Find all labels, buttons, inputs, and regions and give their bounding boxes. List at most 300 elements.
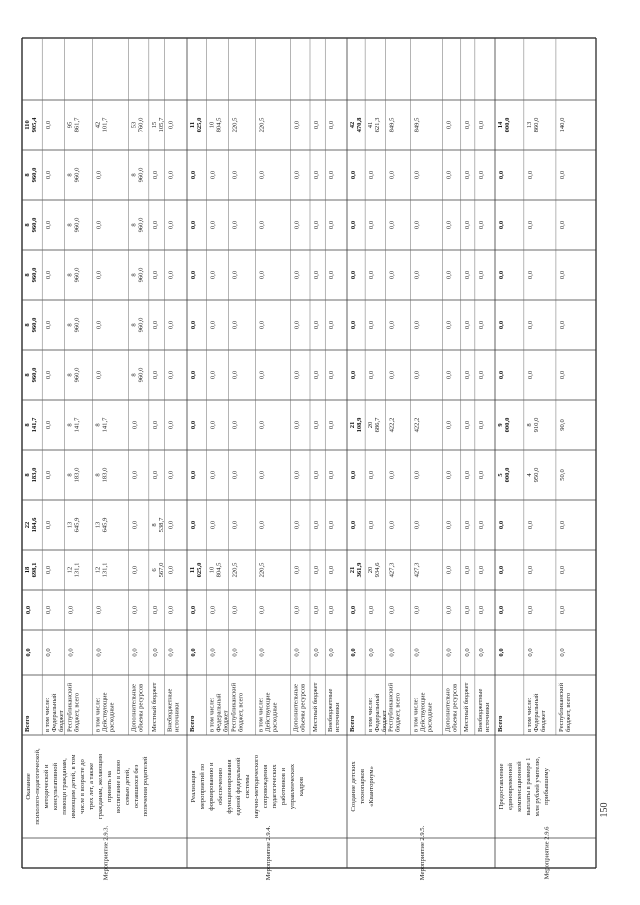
value-cell: 0,0 <box>131 470 139 480</box>
value-cell: 0,0 <box>190 320 197 330</box>
value-cell: 804,5 <box>215 562 223 578</box>
source-label: Дополнительные <box>292 684 300 732</box>
value-cell: 101,7 <box>101 117 109 133</box>
value-cell: 0,0 <box>151 420 159 430</box>
value-cell: 0,0 <box>95 370 103 380</box>
value-cell: 0,0 <box>413 320 421 330</box>
value-cell: 8 <box>66 223 74 227</box>
event-description: компенсационной <box>516 761 523 812</box>
value-cell: 0,0 <box>463 420 471 430</box>
value-cell: 804,5 <box>215 117 223 133</box>
value-cell: 0,0 <box>498 605 505 615</box>
value-cell: 0,0 <box>151 370 159 380</box>
value-cell: 960,0 <box>137 267 145 283</box>
value-cell: 0,0 <box>368 320 376 330</box>
value-cell: 13 <box>66 521 74 529</box>
event-description: методической и <box>43 764 50 809</box>
event-description: сопровождения <box>262 764 269 809</box>
value-cell: 0,0 <box>498 270 505 280</box>
source-label: Всего <box>189 715 196 732</box>
value-cell: 0,0 <box>413 170 421 180</box>
value-cell: 0,0 <box>293 520 301 530</box>
event-description: «Кванториум» <box>368 766 375 807</box>
value-cell: 0,0 <box>95 605 103 615</box>
value-cell: 53 <box>130 121 138 129</box>
value-cell: 0,0 <box>190 420 197 430</box>
source-label: расходные <box>271 702 279 732</box>
value-cell: 0,0 <box>413 470 421 480</box>
value-cell: 0,0 <box>445 565 453 575</box>
value-cell: 0,0 <box>312 120 320 130</box>
value-cell: 0,0 <box>167 270 175 280</box>
value-cell: 0,0 <box>388 648 396 657</box>
value-cell: 13 <box>525 121 533 129</box>
event-description: научно-методического <box>253 755 260 818</box>
source-label: в том числе: <box>94 697 102 732</box>
value-cell: 0,0 <box>209 648 217 657</box>
value-cell: 0,0 <box>167 120 175 130</box>
value-cell: 0,0 <box>209 420 217 430</box>
value-cell: 18 <box>24 566 31 574</box>
value-cell: 0,0 <box>445 370 453 380</box>
value-cell: 0,0 <box>45 605 53 615</box>
event-description: числе в возрасте до <box>79 759 86 814</box>
value-cell: 0,0 <box>293 270 301 280</box>
value-cell: 0,0 <box>231 648 239 657</box>
value-cell: 645,9 <box>101 517 109 533</box>
value-cell: 0,0 <box>312 605 320 615</box>
value-cell: 0,0 <box>558 270 566 280</box>
value-cell: 0,0 <box>190 270 197 280</box>
source-label: бюджет, всего <box>237 692 245 732</box>
value-cell: 960,0 <box>137 367 145 383</box>
value-cell: 220,5 <box>258 562 266 578</box>
value-cell: 8 <box>525 423 533 427</box>
event-description: млн рублей учителю, <box>534 756 541 817</box>
value-cell: 0,0 <box>293 320 301 330</box>
event-description: помощи гражданам, <box>61 758 68 815</box>
value-cell: 0,0 <box>312 520 320 530</box>
event-description: кадров <box>298 776 305 797</box>
value-cell: 0,0 <box>45 648 53 657</box>
value-cell: 0,0 <box>477 420 485 430</box>
event-description: Оказание <box>25 773 32 800</box>
value-cell: 0,0 <box>209 170 217 180</box>
value-cell: 0,0 <box>477 120 485 130</box>
value-cell: 8 <box>130 223 138 227</box>
value-cell: 8 <box>66 473 74 477</box>
event-description: консультативной <box>52 762 59 811</box>
event-description: единой федеральной <box>235 757 242 816</box>
value-cell: 0,0 <box>131 520 139 530</box>
value-cell: 0,0 <box>388 470 396 480</box>
value-cell: 0,0 <box>388 605 396 615</box>
source-label: Внебюджетные <box>476 688 484 732</box>
value-cell: 0,0 <box>258 370 266 380</box>
value-cell: 0,0 <box>328 220 336 230</box>
source-label: Действующие <box>419 692 427 732</box>
source-label: Дополнительные <box>130 684 138 732</box>
value-cell: 0,0 <box>477 320 485 330</box>
value-cell: 0,0 <box>131 565 139 575</box>
value-cell: 0,0 <box>231 520 239 530</box>
source-label: Местный бюджет <box>150 682 158 732</box>
source-label: бюджет, всего <box>73 692 81 732</box>
source-label: Действующие <box>264 692 272 732</box>
value-cell: 0,0 <box>190 220 197 230</box>
event-description: семью детей, <box>124 768 131 805</box>
value-cell: 0,0 <box>258 470 266 480</box>
source-label: в том числе: <box>208 697 216 732</box>
value-cell: 0,0 <box>67 605 75 615</box>
value-cell: 960,0 <box>137 217 145 233</box>
value-cell: 422,2 <box>413 417 421 433</box>
value-cell: 0,0 <box>445 420 453 430</box>
event-description: оставшихся без <box>133 764 140 809</box>
value-cell: 0,0 <box>293 220 301 230</box>
value-cell: 0,0 <box>558 370 566 380</box>
value-cell: 0,0 <box>167 648 175 657</box>
value-cell: 220,5 <box>231 117 239 133</box>
value-cell: 0,0 <box>190 605 197 615</box>
value-cell: 0,0 <box>45 370 53 380</box>
value-cell: 960,0 <box>73 217 81 233</box>
value-cell: 0,0 <box>558 565 566 575</box>
value-cell: 0,0 <box>293 605 301 615</box>
event-description: гражданам, желающим <box>97 753 104 820</box>
value-cell: 8 <box>94 423 102 427</box>
value-cell: 0,0 <box>413 605 421 615</box>
value-cell: 8 <box>24 273 31 277</box>
value-cell: 0,0 <box>368 605 376 615</box>
value-cell: 0,0 <box>526 320 534 330</box>
source-label: источники <box>334 702 342 732</box>
source-label: Республиканский <box>557 682 565 732</box>
event-description: принять на <box>106 771 113 802</box>
value-cell: 0,0 <box>258 605 266 615</box>
value-cell: 0,0 <box>463 648 471 657</box>
value-cell: 0,0 <box>368 470 376 480</box>
value-cell: 422,2 <box>388 417 396 433</box>
value-cell: 960,0 <box>31 367 38 383</box>
source-label: Федеральный <box>532 693 540 732</box>
value-cell: 0,0 <box>231 270 239 280</box>
value-cell: 0,0 <box>231 605 239 615</box>
value-cell: 141,7 <box>101 417 109 433</box>
value-cell: 0,0 <box>190 170 197 180</box>
value-cell: 950,0 <box>532 467 540 483</box>
value-cell: 0,0 <box>388 170 396 180</box>
value-cell: 0,0 <box>209 470 217 480</box>
event-label: Мероприятие 2.9.6 <box>543 826 551 880</box>
value-cell: 0,0 <box>151 220 159 230</box>
value-cell: 0,0 <box>463 370 471 380</box>
value-cell: 000,0 <box>504 417 511 433</box>
value-cell: 0,0 <box>388 370 396 380</box>
value-cell: 8 <box>24 373 31 377</box>
value-cell: 025,0 <box>196 117 203 133</box>
value-cell: 0,0 <box>368 648 376 657</box>
value-cell: 0,0 <box>45 270 53 280</box>
value-cell: 12 <box>66 566 74 574</box>
value-cell: 538,7 <box>157 517 165 533</box>
source-label: Внебюджетные <box>327 688 335 732</box>
value-cell: 0,0 <box>498 370 505 380</box>
value-cell: 0,0 <box>231 220 239 230</box>
value-cell: 0,0 <box>45 170 53 180</box>
value-cell: 0,0 <box>368 270 376 280</box>
source-label: расходные <box>426 702 434 732</box>
value-cell: 8 <box>66 373 74 377</box>
value-cell: 0,0 <box>45 470 53 480</box>
value-cell: 131,1 <box>101 562 109 578</box>
event-description: единовременной <box>507 763 514 810</box>
value-cell: 0,0 <box>167 370 175 380</box>
value-cell: 0,0 <box>67 648 75 657</box>
value-cell: 183,0 <box>31 467 38 483</box>
value-cell: 0,0 <box>368 370 376 380</box>
source-label: Всего <box>349 715 356 732</box>
value-cell: 8 <box>66 323 74 327</box>
value-cell: 10 <box>208 566 216 574</box>
event-label: Мероприятие 2.9.5. <box>419 825 426 881</box>
value-cell: 10 <box>208 121 216 129</box>
value-cell: 0,0 <box>350 648 357 657</box>
value-cell: 0,0 <box>445 605 453 615</box>
value-cell: 22 <box>24 521 31 529</box>
value-cell: 0,0 <box>477 520 485 530</box>
value-cell: 0,0 <box>498 565 505 575</box>
value-cell: 0,0 <box>258 520 266 530</box>
value-cell: 41 <box>367 121 375 129</box>
value-cell: 8 <box>66 273 74 277</box>
value-cell: 95 <box>66 121 74 129</box>
source-label: объемы ресурсов <box>451 683 459 732</box>
value-cell: 0,0 <box>413 520 421 530</box>
value-cell: 8 <box>130 323 138 327</box>
source-label: бюджет <box>381 710 389 732</box>
value-cell: 0,0 <box>190 370 197 380</box>
value-cell: 0,0 <box>131 648 139 657</box>
value-cell: 0,0 <box>151 320 159 330</box>
value-cell: 686,7 <box>374 417 382 433</box>
value-cell: 0,0 <box>258 220 266 230</box>
value-cell: 0,0 <box>526 370 534 380</box>
value-cell: 0,0 <box>167 470 175 480</box>
value-cell: 5 <box>497 473 504 477</box>
value-cell: 8 <box>150 523 158 527</box>
value-cell: 0,0 <box>350 170 357 180</box>
value-cell: 0,0 <box>312 320 320 330</box>
value-cell: 0,0 <box>413 370 421 380</box>
value-cell: 960,0 <box>137 317 145 333</box>
value-cell: 0,0 <box>293 420 301 430</box>
value-cell: 0,0 <box>209 520 217 530</box>
event-description: Предоставление <box>498 763 505 810</box>
value-cell: 960,0 <box>31 267 38 283</box>
event-description: функционирования <box>226 759 233 814</box>
value-cell: 15 <box>150 121 158 129</box>
source-label: источники <box>483 702 491 732</box>
value-cell: 0,0 <box>388 320 396 330</box>
value-cell: 0,0 <box>231 320 239 330</box>
source-label: Федеральный <box>374 693 382 732</box>
value-cell: 0,0 <box>231 420 239 430</box>
value-cell: 140,0 <box>558 117 566 133</box>
page-number: 150 <box>599 802 610 818</box>
source-label: бюджет <box>539 710 547 732</box>
value-cell: 0,0 <box>498 320 505 330</box>
value-cell: 0,0 <box>95 270 103 280</box>
value-cell: 9 <box>497 423 504 427</box>
value-cell: 0,0 <box>388 270 396 280</box>
value-cell: 0,0 <box>95 320 103 330</box>
value-cell: 141,7 <box>73 417 81 433</box>
value-cell: 0,0 <box>258 170 266 180</box>
value-cell: 0,0 <box>558 170 566 180</box>
source-label: Действующие <box>101 692 109 732</box>
value-cell: 427,3 <box>413 562 421 578</box>
value-cell: 0,0 <box>350 470 357 480</box>
value-cell: 0,0 <box>258 648 266 657</box>
value-cell: 0,0 <box>388 520 396 530</box>
source-label: в том числе: <box>44 697 52 732</box>
value-cell: 0,0 <box>131 605 139 615</box>
value-cell: 0,0 <box>328 320 336 330</box>
value-cell: 8 <box>24 423 31 427</box>
value-cell: 0,0 <box>258 320 266 330</box>
source-label: в том числе: <box>525 697 533 732</box>
value-cell: 0,0 <box>413 648 421 657</box>
value-cell: 20 <box>367 566 375 574</box>
value-cell: 0,0 <box>463 220 471 230</box>
value-cell: 0,0 <box>293 370 301 380</box>
value-cell: 0,0 <box>526 270 534 280</box>
event-label: Мероприятие 2.9.4. <box>265 825 272 881</box>
source-label: в том числе: <box>367 697 375 732</box>
event-description: формированию и <box>208 762 215 811</box>
value-cell: 0,0 <box>445 520 453 530</box>
value-cell: 0,0 <box>388 220 396 230</box>
value-cell: 0,0 <box>258 270 266 280</box>
value-cell: 0,0 <box>95 170 103 180</box>
value-cell: 0,0 <box>463 605 471 615</box>
event-description: выплаты в размере 1 <box>525 757 532 816</box>
value-cell: 0,0 <box>445 470 453 480</box>
value-cell: 861,7 <box>73 117 81 133</box>
value-cell: 698,1 <box>31 562 38 578</box>
value-cell: 0,0 <box>167 520 175 530</box>
value-cell: 21 <box>349 421 356 429</box>
value-cell: 910,0 <box>532 417 540 433</box>
value-cell: 0,0 <box>190 648 197 657</box>
source-label: бюджет, всего <box>394 692 402 732</box>
value-cell: 4 <box>525 473 533 477</box>
event-description: педагогических <box>271 764 278 809</box>
value-cell: 0,0 <box>328 470 336 480</box>
source-label: бюджет, всего <box>564 692 572 732</box>
value-cell: 0,0 <box>445 120 453 130</box>
value-cell: 0,0 <box>477 565 485 575</box>
value-cell: 0,0 <box>151 648 159 657</box>
event-description: попечения родителей <box>142 756 149 817</box>
value-cell: 849,5 <box>388 117 396 133</box>
value-cell: 0,0 <box>167 565 175 575</box>
value-cell: 0,0 <box>463 520 471 530</box>
value-cell: 621,3 <box>374 117 382 133</box>
value-cell: 0,0 <box>190 470 197 480</box>
value-cell: 960,0 <box>31 217 38 233</box>
value-cell: 0,0 <box>328 170 336 180</box>
value-cell: 0,0 <box>209 220 217 230</box>
value-cell: 0,0 <box>45 520 53 530</box>
value-cell: 42 <box>94 121 102 129</box>
value-cell: 0,0 <box>209 320 217 330</box>
value-cell: 6 <box>150 568 158 572</box>
value-cell: 361,9 <box>356 562 363 578</box>
value-cell: 0,0 <box>498 170 505 180</box>
value-cell: 960,0 <box>73 367 81 383</box>
value-cell: 0,0 <box>167 420 175 430</box>
value-cell: 90,0 <box>558 419 566 431</box>
source-label: Местный бюджет <box>462 682 470 732</box>
event-description: технопарков <box>359 769 366 804</box>
source-label: источники <box>173 702 181 732</box>
value-cell: 0,0 <box>312 565 320 575</box>
value-cell: 960,0 <box>137 167 145 183</box>
value-cell: 141,7 <box>31 417 38 433</box>
value-cell: 0,0 <box>312 170 320 180</box>
value-cell: 8 <box>130 373 138 377</box>
value-cell: 11 <box>189 121 196 129</box>
value-cell: 0,0 <box>209 370 217 380</box>
value-cell: 960,0 <box>31 167 38 183</box>
value-cell: 0,0 <box>526 605 534 615</box>
value-cell: 0,0 <box>477 270 485 280</box>
value-cell: 0,0 <box>498 220 505 230</box>
event-description: работников и <box>280 767 287 806</box>
value-cell: 131,1 <box>73 562 81 578</box>
event-description: обеспечению <box>217 767 224 806</box>
value-cell: 934,6 <box>374 562 382 578</box>
event-description: мероприятий по <box>199 763 206 810</box>
value-cell: 183,0 <box>101 467 109 483</box>
value-cell: 8 <box>24 473 31 477</box>
value-cell: 0,0 <box>463 270 471 280</box>
event-description: психолого-педагогической, <box>34 748 41 825</box>
value-cell: 0,0 <box>477 170 485 180</box>
value-cell: 0,0 <box>526 520 534 530</box>
value-cell: 20 <box>367 421 375 429</box>
value-cell: 105,7 <box>157 117 165 133</box>
value-cell: 0,0 <box>413 270 421 280</box>
value-cell: 025,0 <box>196 562 203 578</box>
value-cell: 0,0 <box>312 220 320 230</box>
value-cell: 0,0 <box>209 270 217 280</box>
value-cell: 0,0 <box>293 470 301 480</box>
value-cell: 50,0 <box>558 469 566 481</box>
value-cell: 0,0 <box>445 220 453 230</box>
value-cell: 0,0 <box>445 648 453 657</box>
source-label: Внебюджетные <box>166 688 174 732</box>
value-cell: 0,0 <box>209 605 217 615</box>
value-cell: 0,0 <box>167 320 175 330</box>
value-cell: 0,0 <box>151 270 159 280</box>
source-label: бюджет <box>222 710 230 732</box>
value-cell: 0,0 <box>368 220 376 230</box>
value-cell: 0,0 <box>45 320 53 330</box>
value-cell: 0,0 <box>167 220 175 230</box>
